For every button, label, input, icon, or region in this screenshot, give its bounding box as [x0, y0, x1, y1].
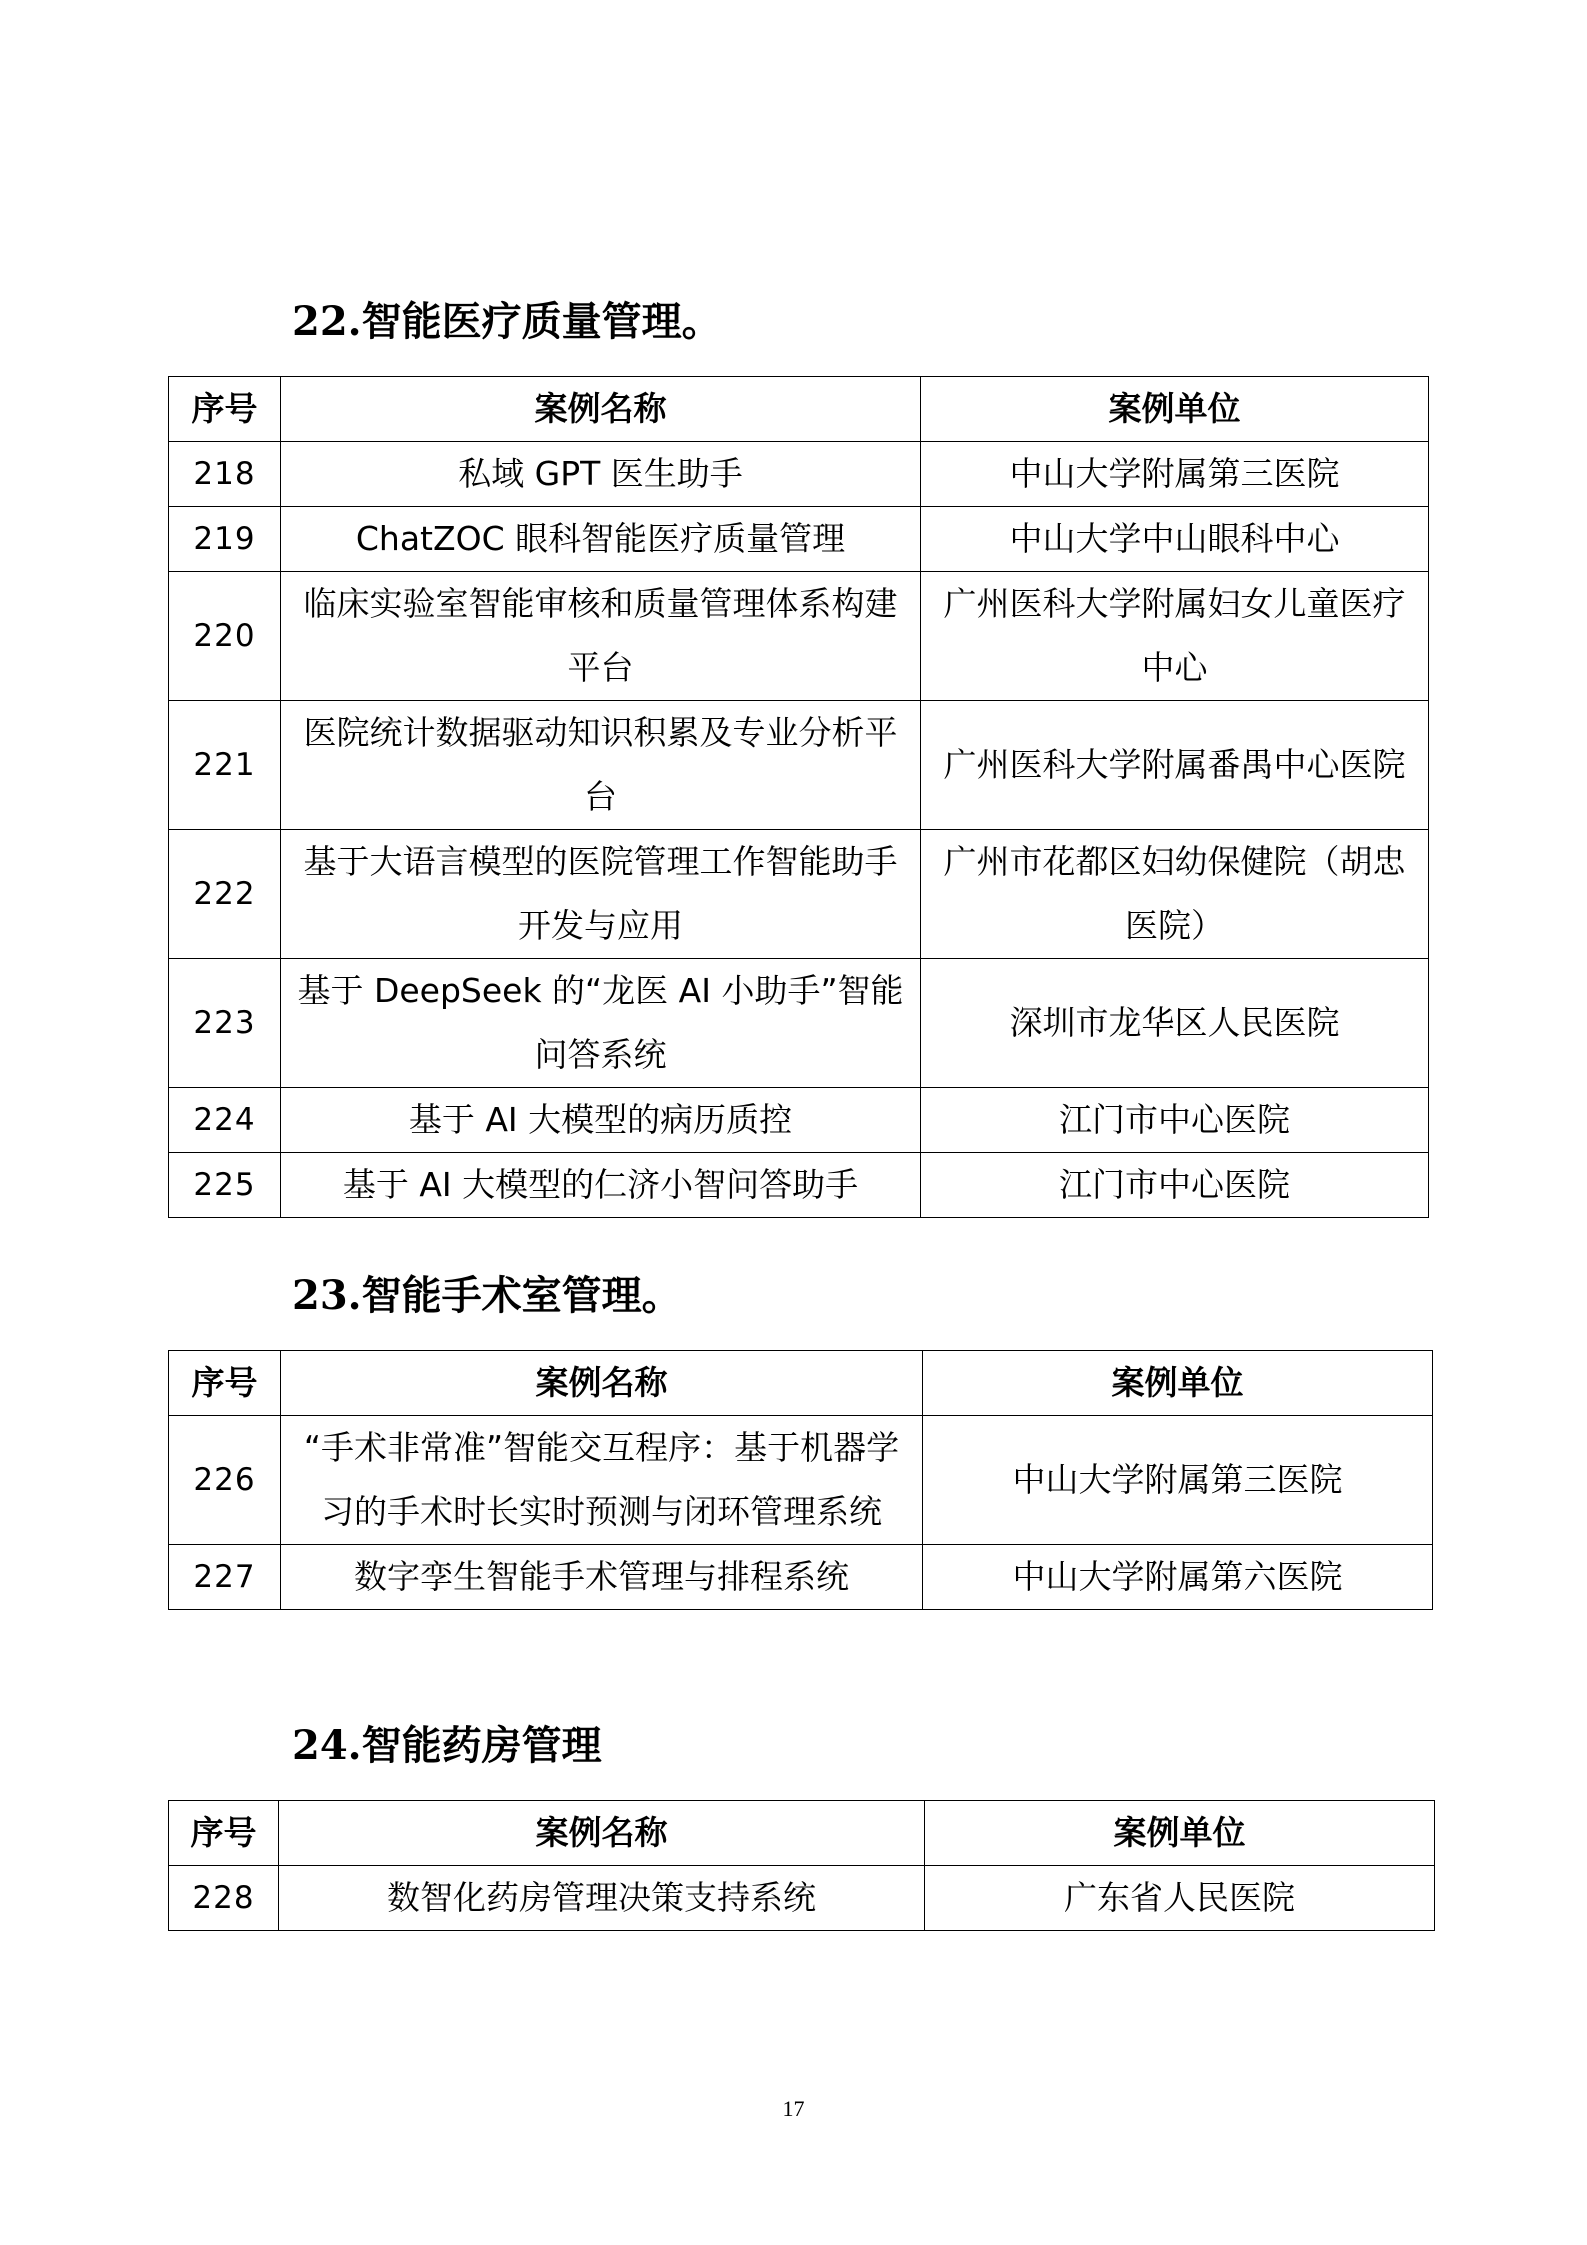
table-row — [169, 1545, 1433, 1610]
header-name: 案例名称 — [279, 1801, 925, 1866]
section-title-23: 23.智能手术室管理。 — [292, 1272, 682, 1319]
header-name: 案例名称 — [281, 1351, 923, 1416]
header-no: 序号 — [169, 377, 281, 442]
row-unit: 广东省人民医院 — [925, 1866, 1435, 1931]
row-unit: 江门市中心医院 — [921, 1088, 1429, 1153]
header-name: 案例名称 — [281, 377, 921, 442]
case-table-22 — [168, 376, 1429, 1218]
row-name: ChatZOC 眼科智能医疗质量管理 — [281, 507, 921, 572]
row-no: 218 — [169, 442, 281, 507]
row-unit: 广州医科大学附属妇女儿童医疗中心 — [921, 572, 1429, 701]
row-unit: 中山大学附属第三医院 — [921, 442, 1429, 507]
row-no: 227 — [169, 1545, 281, 1610]
header-unit: 案例单位 — [923, 1351, 1433, 1416]
row-name: 基于 DeepSeek 的“龙医 AI 小助手”智能问答系统 — [281, 959, 921, 1088]
header-no: 序号 — [169, 1801, 279, 1866]
row-no: 221 — [169, 701, 281, 830]
page-number: 17 — [782, 2096, 805, 2121]
row-unit: 中山大学附属第三医院 — [923, 1416, 1433, 1545]
row-no: 225 — [169, 1153, 281, 1218]
table-row — [169, 830, 1429, 959]
row-no: 220 — [169, 572, 281, 701]
row-unit: 中山大学中山眼科中心 — [921, 507, 1429, 572]
table-row — [169, 959, 1429, 1088]
row-unit: 中山大学附属第六医院 — [923, 1545, 1433, 1610]
section-title-22: 22.智能医疗质量管理。 — [292, 298, 722, 345]
row-no: 223 — [169, 959, 281, 1088]
table-row — [169, 1153, 1429, 1218]
table-header-row — [169, 1351, 1433, 1416]
row-name: “手术非常准”智能交互程序：基于机器学习的手术时长实时预测与闭环管理系统 — [281, 1416, 923, 1545]
table-row — [169, 1416, 1433, 1545]
row-name: 基于 AI 大模型的仁济小智问答助手 — [281, 1153, 921, 1218]
row-no: 226 — [169, 1416, 281, 1545]
row-no: 228 — [169, 1866, 279, 1931]
case-table-23 — [168, 1350, 1433, 1610]
table-header-row — [169, 377, 1429, 442]
table-row — [169, 701, 1429, 830]
table-header-row — [169, 1801, 1435, 1866]
row-unit: 江门市中心医院 — [921, 1153, 1429, 1218]
row-name: 基于 AI 大模型的病历质控 — [281, 1088, 921, 1153]
row-no: 224 — [169, 1088, 281, 1153]
row-name: 数字孪生智能手术管理与排程系统 — [281, 1545, 923, 1610]
row-unit: 广州市花都区妇幼保健院（胡忠医院） — [921, 830, 1429, 959]
row-unit: 广州医科大学附属番禺中心医院 — [921, 701, 1429, 830]
row-name: 数智化药房管理决策支持系统 — [279, 1866, 925, 1931]
row-name: 临床实验室智能审核和质量管理体系构建平台 — [281, 572, 921, 701]
header-no: 序号 — [169, 1351, 281, 1416]
table-row — [169, 1088, 1429, 1153]
row-name: 基于大语言模型的医院管理工作智能助手开发与应用 — [281, 830, 921, 959]
row-name: 医院统计数据驱动知识积累及专业分析平台 — [281, 701, 921, 830]
case-table-24 — [168, 1800, 1435, 1931]
header-unit: 案例单位 — [921, 377, 1429, 442]
section-title-24: 24.智能药房管理 — [292, 1722, 602, 1769]
row-name: 私域 GPT 医生助手 — [281, 442, 921, 507]
table-row — [169, 442, 1429, 507]
row-no: 219 — [169, 507, 281, 572]
header-unit: 案例单位 — [925, 1801, 1435, 1866]
row-unit: 深圳市龙华区人民医院 — [921, 959, 1429, 1088]
table-row — [169, 572, 1429, 701]
row-no: 222 — [169, 830, 281, 959]
table-row — [169, 507, 1429, 572]
table-row — [169, 1866, 1435, 1931]
